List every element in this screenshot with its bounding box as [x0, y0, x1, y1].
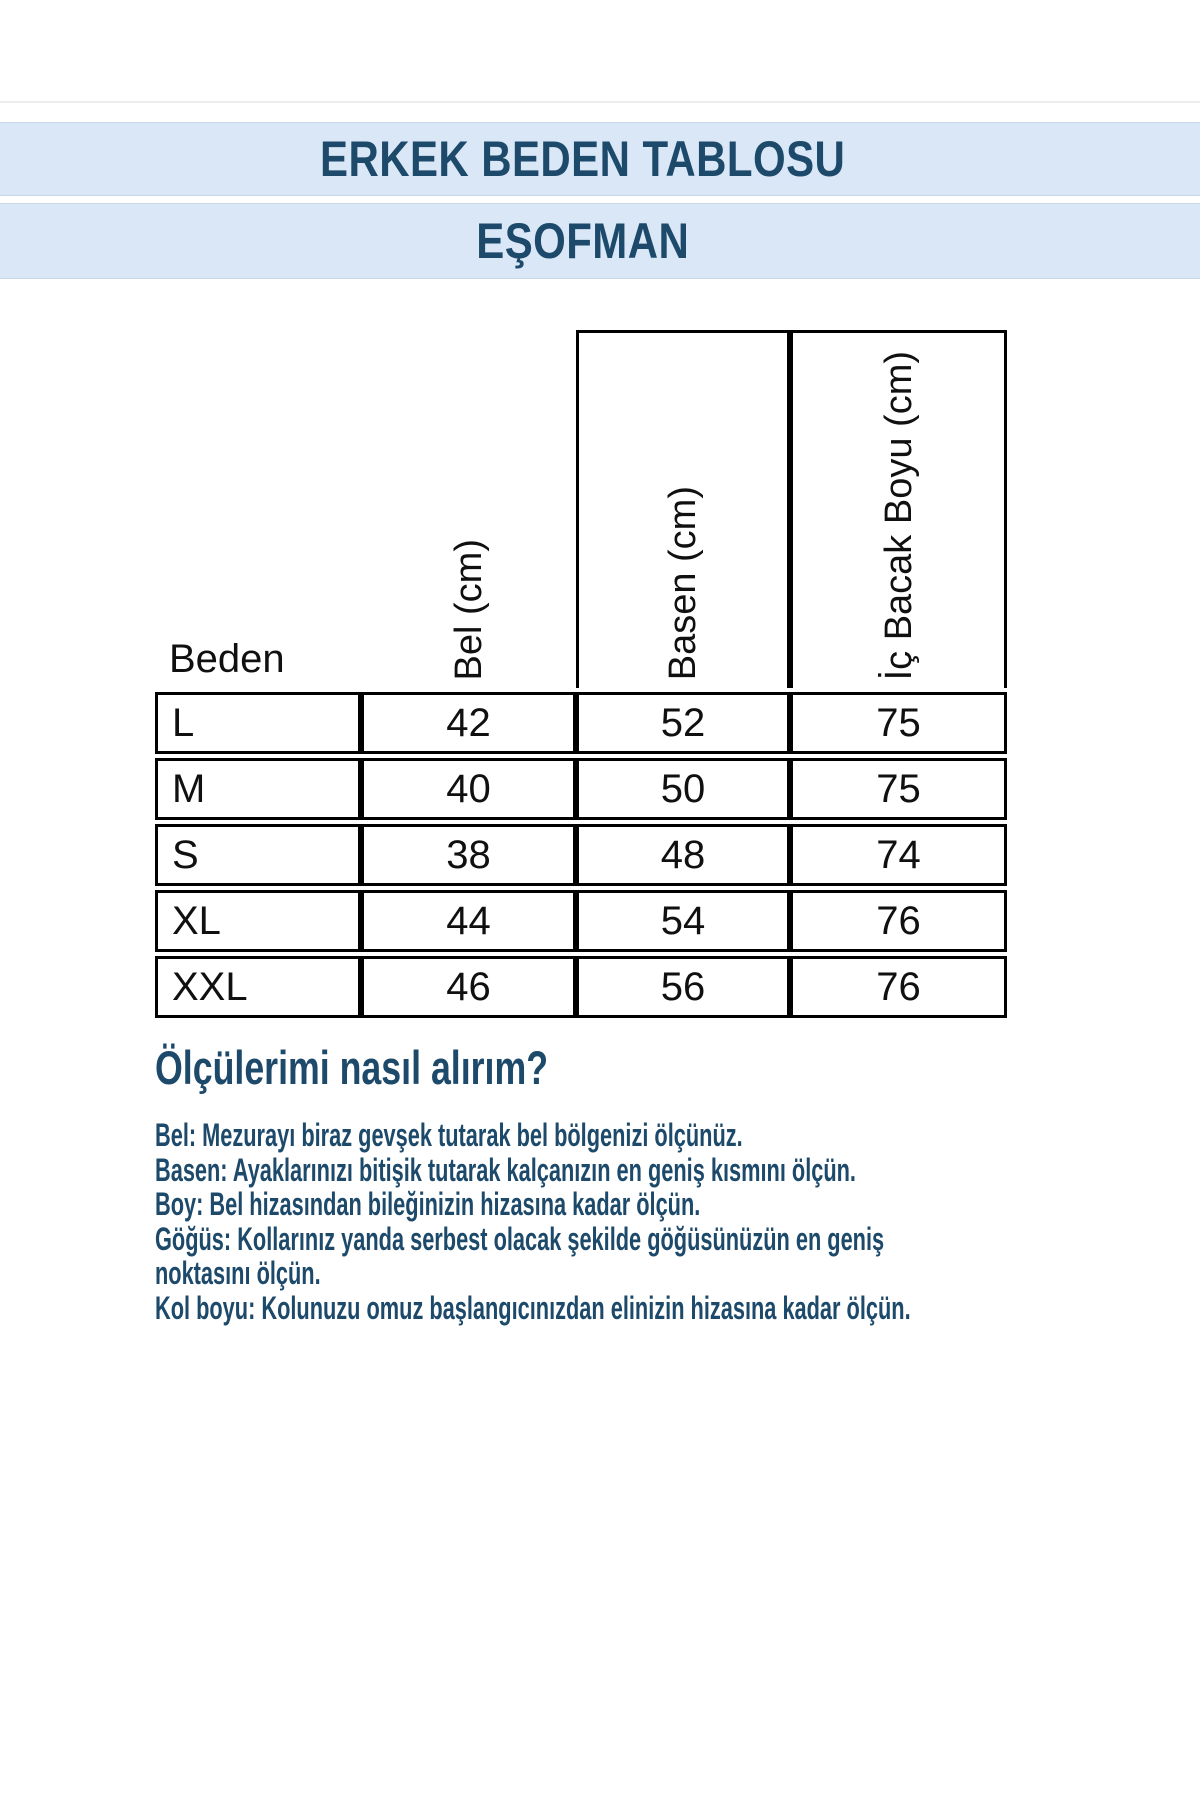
column-header-label: İç Bacak Boyu (cm) — [877, 350, 920, 680]
basen-value-cell: 56 — [576, 956, 790, 1018]
table-row — [155, 824, 1007, 886]
column-header-label: Basen (cm) — [662, 485, 704, 680]
header-band-primary — [0, 122, 1200, 196]
ic-bacak-value-cell: 76 — [790, 890, 1007, 952]
ic-bacak-value-cell: 75 — [790, 758, 1007, 820]
instruction-line-gogus: Göğüs: Kollarınız yanda serbest olacak şekilde göğüsünüzün en geniş — [155, 1220, 885, 1257]
instruction-line-gogus-wrap: noktasını ölçün. — [155, 1255, 321, 1291]
instruction-line-bel: Bel: Mezurayı biraz gevşek tutarak bel bölgenizi ölçünüz. — [155, 1117, 743, 1153]
instruction-line-boy: Boy: Bel hizasından bileğinizin hizasına kadar ölçün. — [155, 1186, 701, 1222]
instruction-line-kol-boyu: Kol boyu: Kolunuzu omuz başlangıcınızdan elinizin hizasına kadar ölçün. — [155, 1289, 911, 1326]
table-row — [155, 890, 1007, 952]
bel-value-cell: 38 — [361, 824, 576, 886]
column-header-ic-bacak — [790, 330, 1007, 688]
table-row — [155, 692, 1007, 754]
basen-value-cell: 52 — [576, 692, 790, 754]
column-header-beden — [155, 330, 361, 688]
size-cell: L — [155, 692, 361, 754]
ic-bacak-value-cell: 75 — [790, 692, 1007, 754]
divider-line — [0, 101, 1200, 103]
column-header-bel — [361, 330, 576, 688]
basen-value-cell: 48 — [576, 824, 790, 886]
page-title: ERKEK BEDEN TABLOSU — [320, 131, 846, 187]
table-row — [155, 956, 1007, 1018]
instructions-heading: Ölçülerimi nasıl alırım? — [155, 1041, 549, 1094]
column-header-basen — [576, 330, 790, 688]
basen-value-cell: 50 — [576, 758, 790, 820]
size-cell: XXL — [155, 956, 361, 1018]
size-cell: M — [155, 758, 361, 820]
page-subtitle: EŞOFMAN — [476, 213, 690, 269]
table-header-row — [155, 330, 1007, 688]
column-header-label: Bel (cm) — [447, 538, 490, 680]
bel-value-cell: 42 — [361, 692, 576, 754]
instruction-line-basen: Basen: Ayaklarınızı bitişik tutarak kalçanızın en geniş kısmını ölçün. — [155, 1151, 856, 1188]
column-header-label: Beden — [169, 637, 285, 681]
size-cell: XL — [155, 890, 361, 952]
bel-value-cell: 40 — [361, 758, 576, 820]
size-cell: S — [155, 824, 361, 886]
ic-bacak-value-cell: 74 — [790, 824, 1007, 886]
size-table — [155, 326, 1007, 1022]
basen-value-cell: 54 — [576, 890, 790, 952]
instructions-block — [155, 1118, 1200, 1325]
header-band-secondary — [0, 203, 1200, 279]
bel-value-cell: 46 — [361, 956, 576, 1018]
ic-bacak-value-cell: 76 — [790, 956, 1007, 1018]
bel-value-cell: 44 — [361, 890, 576, 952]
table-row — [155, 758, 1007, 820]
